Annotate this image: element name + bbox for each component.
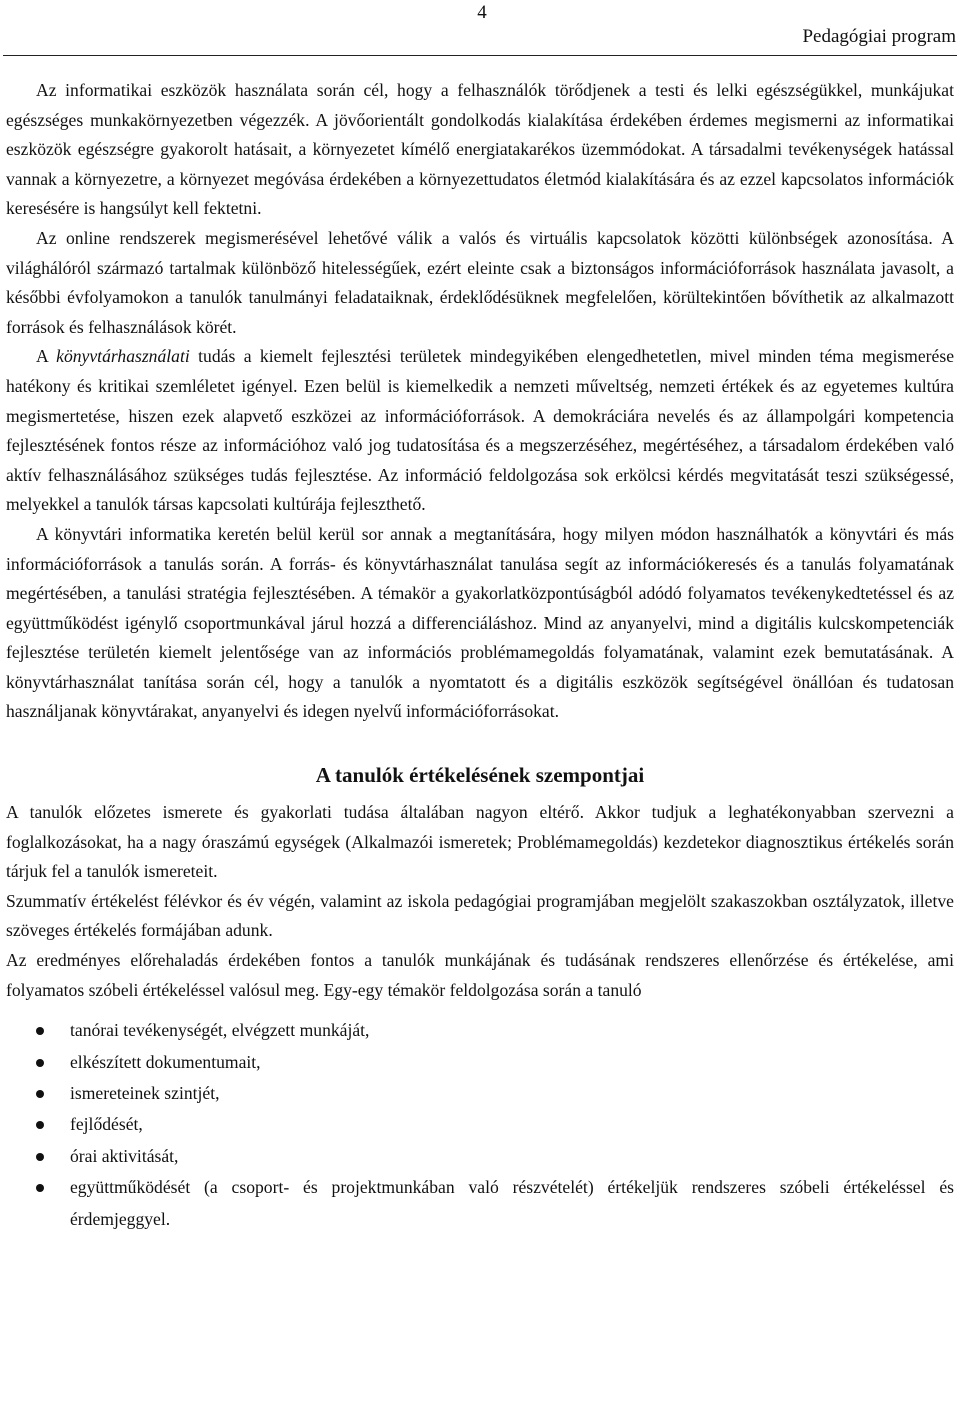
paragraph-prior-knowledge: A tanulók előzetes ismerete és gyakorlati tudása általában nagyon eltérő. Akkor tudjuk a leghatékonyabban szervezni a foglalkozásokat, ha a nagy óraszámú egységek (Alkalmazói ismeretek; Problémamegoldás) kezdetekor diagnosztikus értékelés során tárjuk fel a tanulók ismereteit. <box>6 802 954 882</box>
list-item <box>70 1015 954 1046</box>
running-header-title: Pedagógiai program <box>802 26 956 47</box>
list-item <box>70 1078 954 1109</box>
list-item <box>70 1047 954 1078</box>
list-item <box>70 1141 954 1172</box>
emphasis-library-usage: könyvtárhasználati <box>56 346 190 367</box>
paragraph-online-systems: Az online rendszerek megismerésével lehetővé válik a valós és virtuális kapcsolatok közötti különbségek azonosítása. A világhálóról származó tartalmak különböző hitelességűek, ezért eleinte csak a biztonságos információforrások használata javasolt, a későbbi évfolyamokon a tanulók tanulmányi feladataiknak, érdeklődésüknek megfelelően, körültekintően bővíthetik az alkalmazott források és felhasználások körét. <box>6 227 954 337</box>
bullet-icon <box>36 1153 44 1161</box>
list-item-text: együttműködését (a csoport- és projektmunkában való részvételét) értékeljük rendszeres szóbeli értékeléssel és érdemjeggyel. <box>70 1177 954 1229</box>
header-divider <box>3 55 957 56</box>
bullet-icon <box>36 1184 44 1192</box>
bullet-icon <box>36 1059 44 1067</box>
paragraph-summative-evaluation: Szummatív értékelést félévkor és év végén, valamint az iskola pedagógiai programjában megjelölt szakaszokban osztályzatok, illetve szöveges értékelés formájában adunk. <box>6 890 954 941</box>
list-item <box>70 1109 954 1140</box>
document-body <box>6 76 954 1235</box>
paragraph-library-usage-rest: tudás a kiemelt fejlesztési területek mindegyikében elengedhetetlen, mivel minden téma megismerése hatékony és kritikai szemléletet igényel. Ezen belül is kiemelkedik a nemzeti műveltség, nemzeti értékek és az egyetemes kultúra megismertetése, hiszen ezek alapvető eszközei az információforrások. A demokráciára nevelés és az állampolgári kompetencia fejlesztésének fontos része az információhoz való jog tudatosítása és a megszerzéséhez, megértéséhez, a társadalom érdekében való aktív felhasználásához szükséges tudás fejlesztése. Az információ feldolgozása sok erkölcsi kérdés megvitatását teszi szükségessé, melyekkel a tanulók társas kapcsolati kultúrája fejleszthető. <box>6 346 954 515</box>
list-item-text: ismereteinek szintjét, <box>70 1083 220 1104</box>
evaluation-criteria-list <box>6 1015 954 1235</box>
list-item-text: tanórai tevékenységét, elvégzett munkáját, <box>70 1020 370 1041</box>
page-number: 4 <box>477 2 487 23</box>
bullet-icon <box>36 1121 44 1129</box>
list-item-text: elkészített dokumentumait, <box>70 1051 261 1072</box>
paragraph-library-usage <box>6 342 954 520</box>
paragraph-library-informatics: A könyvtári informatika keretén belül kerül sor annak a megtanítására, hogy milyen módon használhatók a könyvtári és más információforrások a tanulás során. A forrás- és könyvtárhasználat tanulása segít az információkeresés és a tanulás folyamatának megértésében, a tanulási stratégia fejlesztésében. A témakör a gyakorlatközpontúságból adódó folyamatos tevékenykedtetéssel és az együttműködést igénylő csoportmunkával járul hozzá a differenciáláshoz. Mind az anyanyelvi, mind a digitális kulcskompetenciák fejlesztése területén kiemelt jelentősége van az információs problémamegoldás folyamatának, valamint ezek bemutatásának. A könyvtárhasználat tanítása során cél, hogy a tanulók a nyomtatott és a digitális eszközök segítségével önállóan és tudatosan használjanak könyvtárakat, anyanyelvi és idegen nyelvű információforrásokat. <box>6 523 954 722</box>
list-item-text: fejlődését, <box>70 1114 143 1135</box>
bullet-icon <box>36 1090 44 1098</box>
paragraph-continuous-evaluation: Az eredményes előrehaladás érdekében fontos a tanulók munkájának és tudásának rendszeres ellenőrzése és értékelése, ami folyamatos szóbeli értékeléssel valósul meg. Egy-egy témakör feldolgozása során a tanuló <box>6 950 954 1000</box>
paragraph-informatics-health: Az informatikai eszközök használata során cél, hogy a felhasználók törődjenek a testi és lelki egészségükkel, munkájukat egészséges munkakörnyezetben végezzék. A jövőorientált gondolkodás kialakítása érdekében érdemes megismerni az informatikai eszközök egészségre gyakorolt hatásait, a környezetet kímélő energiatakarékos üzemmódokat. A társadalmi tevékenységek hatással vannak a környezetre, a környezet megóvása érdekében a környezettudatos életmód kialakítására és az ezzel kapcsolatos információk keresésére is hangsúlyt kell fektetni. <box>6 80 954 219</box>
paragraph-library-usage-start: A <box>36 346 57 367</box>
list-item <box>70 1172 954 1235</box>
section-title: A tanulók értékelésének szempontjai <box>315 763 645 788</box>
bullet-icon <box>36 1027 44 1035</box>
list-item-text: órai aktivitását, <box>70 1145 179 1166</box>
